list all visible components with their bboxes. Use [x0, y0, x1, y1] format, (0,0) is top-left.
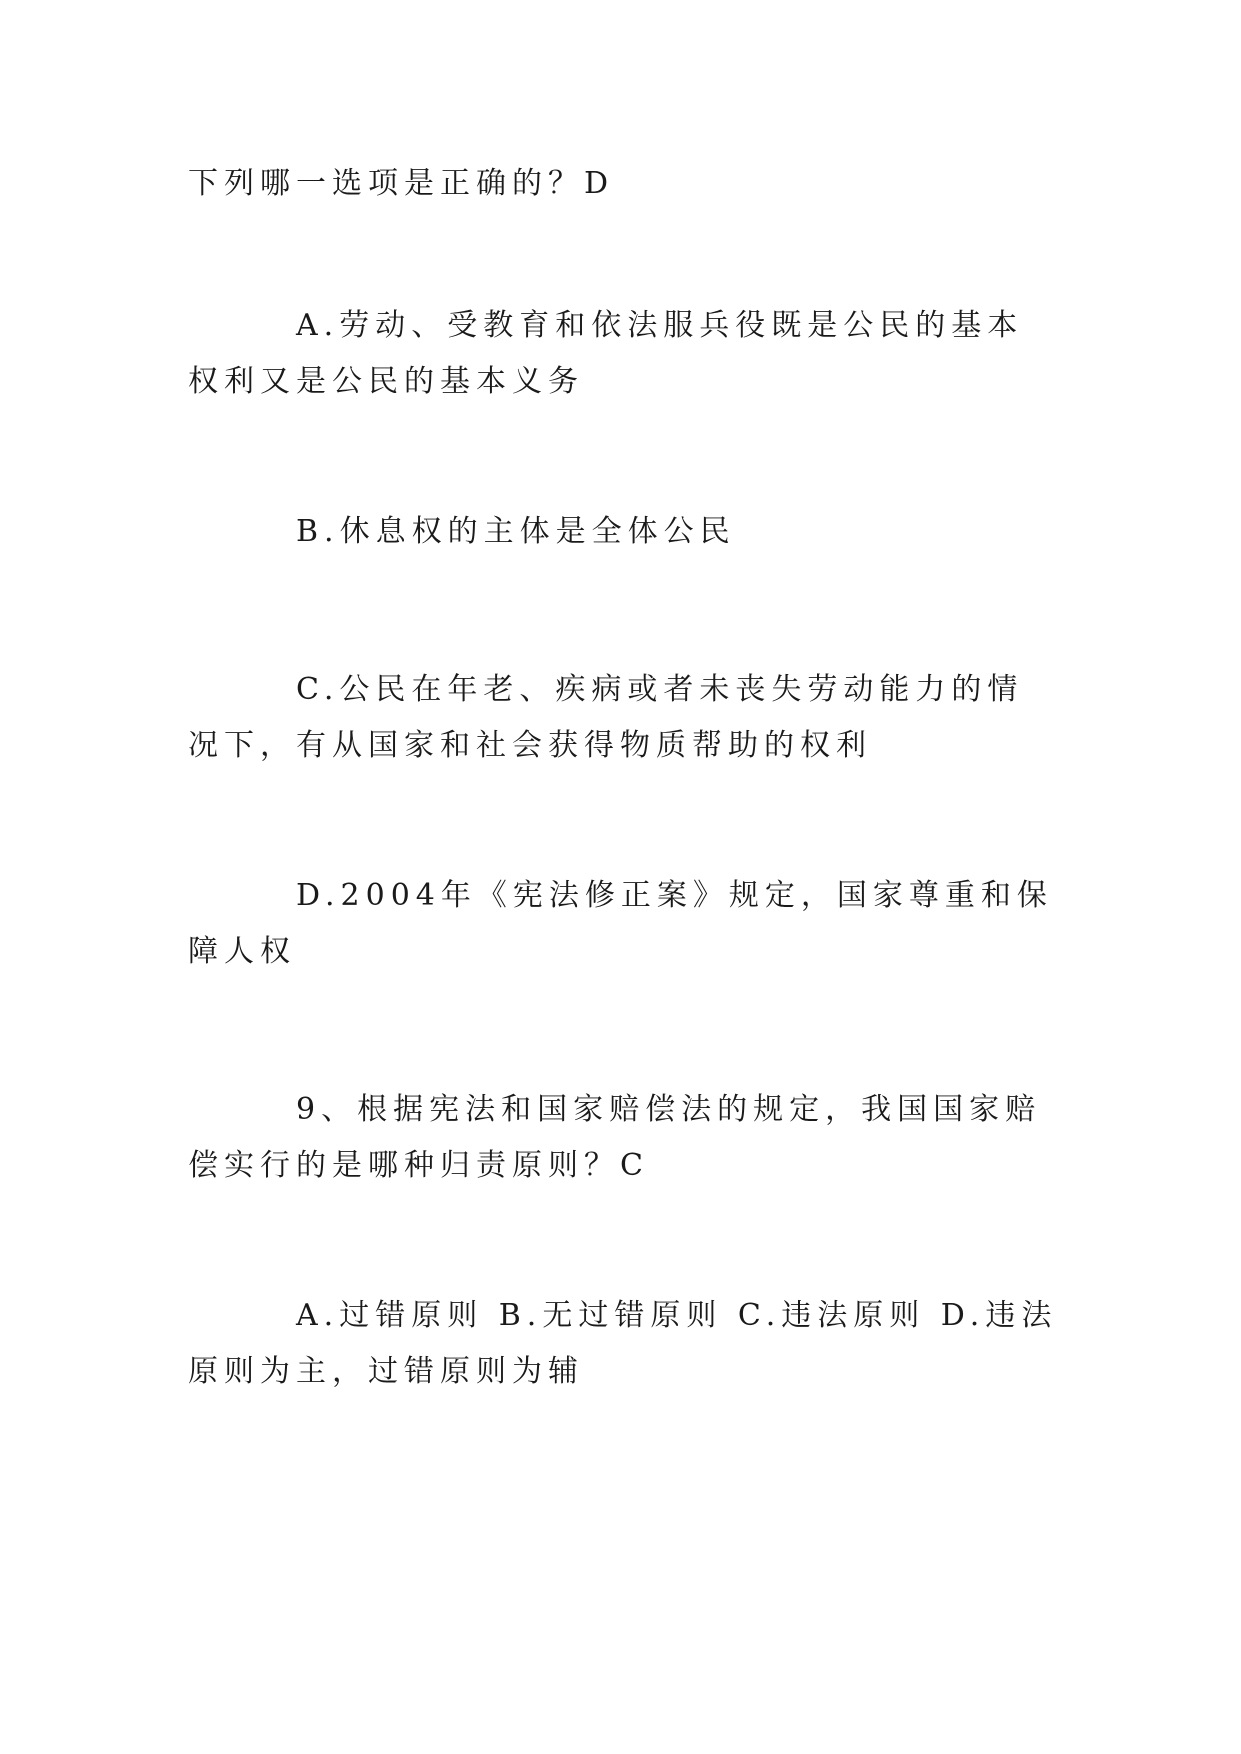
option-c: C.公民在年老、疾病或者未丧失劳动能力的情况下，有从国家和社会获得物质帮助的权利	[188, 672, 1024, 763]
question-9: 9、根据宪法和国家赔偿法的规定，我国国家赔偿实行的是哪种归责原则？C	[188, 1092, 1042, 1183]
question-stem-line: 下列哪一选项是正确的？D	[188, 166, 615, 201]
option-b: B.休息权的主体是全体公民	[296, 514, 736, 549]
question-9-options: A.过错原则 B.无过错原则 C.违法原则 D.违法原则为主，过错原则为辅	[188, 1298, 1058, 1389]
option-a: A.劳动、受教育和依法服兵役既是公民的基本权利又是公民的基本义务	[188, 308, 1024, 399]
option-d: D.2004年《宪法修正案》规定，国家尊重和保障人权	[188, 878, 1053, 969]
